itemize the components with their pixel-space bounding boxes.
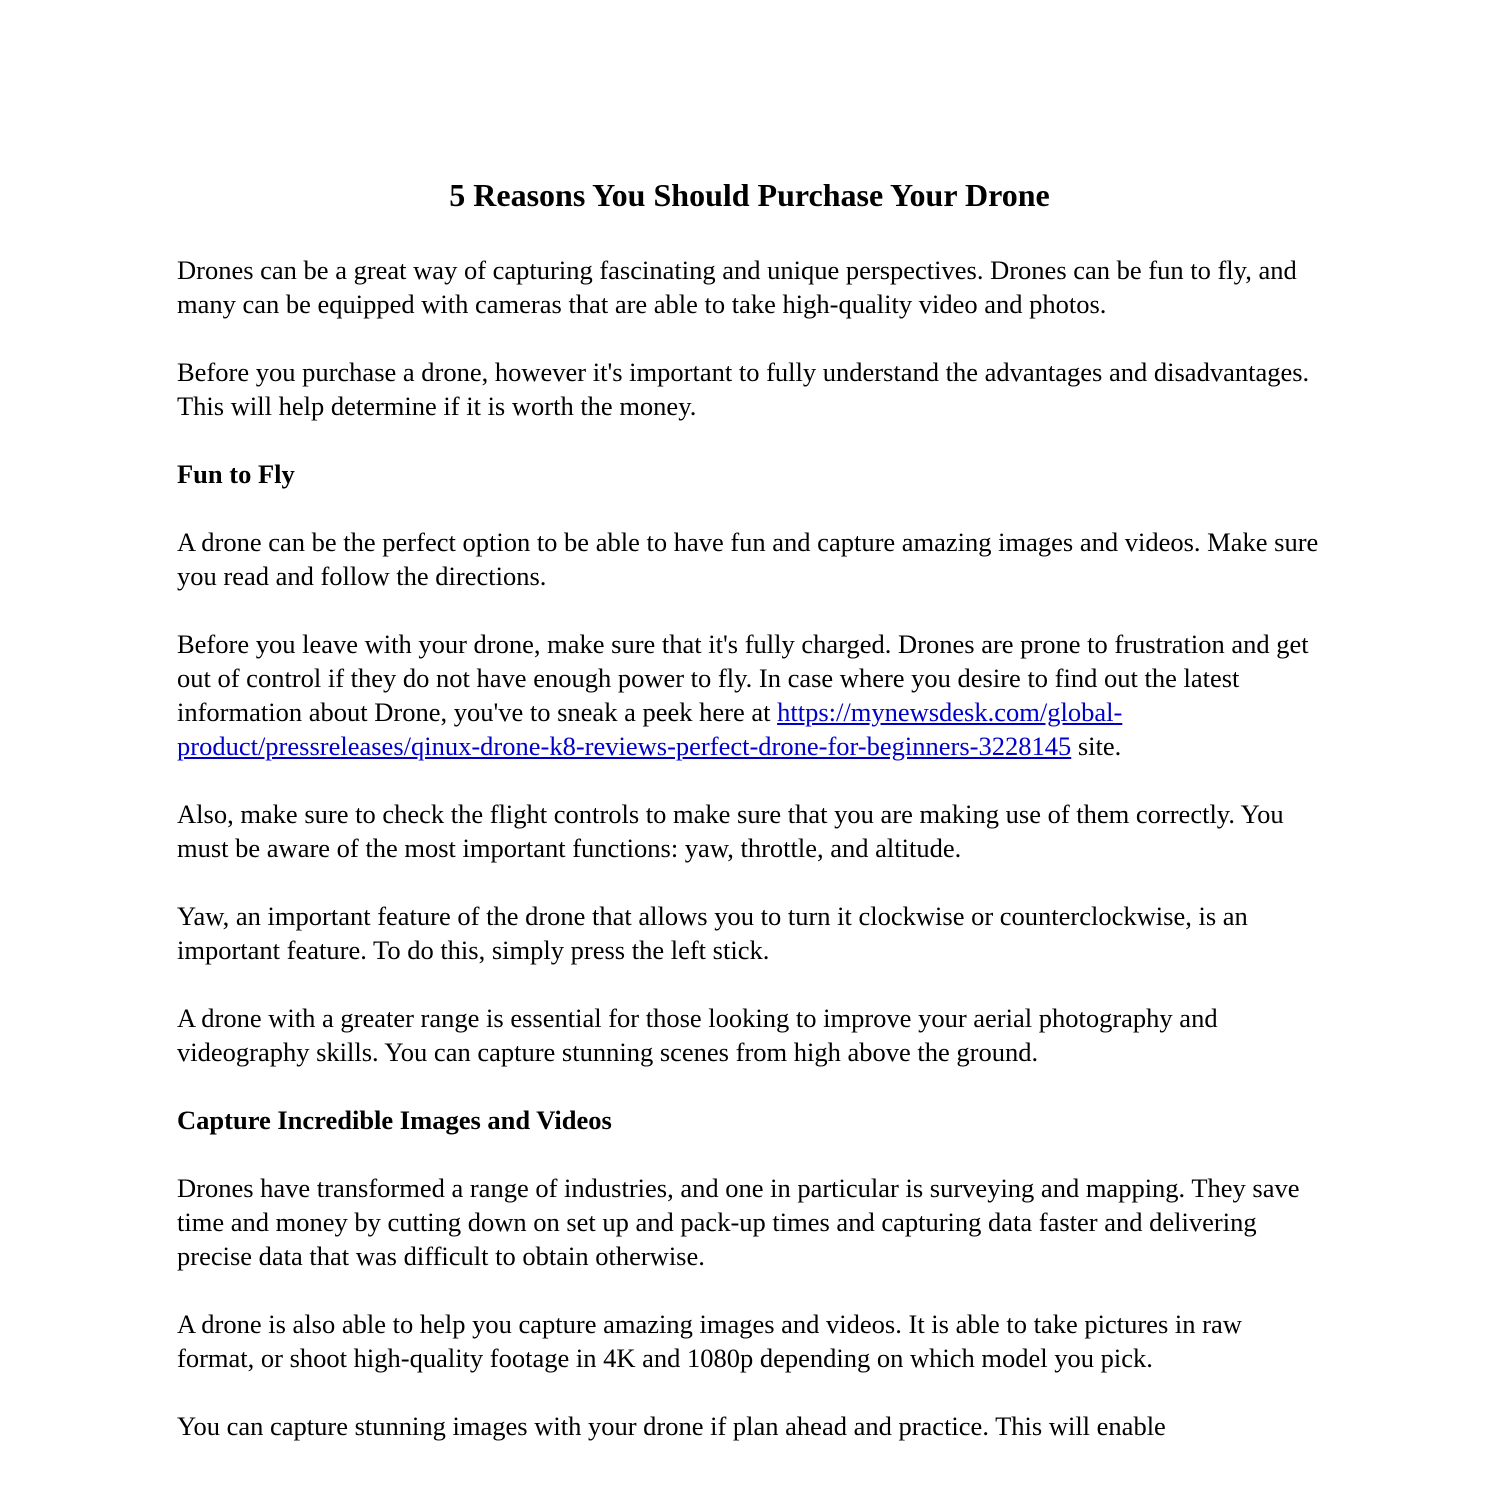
fun-to-fly-paragraph-5: A drone with a greater range is essential for those looking to improve your aerial photography and videography skills. You can capture stunning scenes from high above the ground.	[177, 1003, 1218, 1067]
fun-to-fly-paragraph-2	[177, 627, 1322, 763]
document-page	[177, 172, 1322, 1477]
intro-paragraph-1: Drones can be a great way of capturing fascinating and unique perspectives. Drones can be fun to fly, and many can be equipped with cameras that are able to take high-quality video and photos.	[177, 255, 1297, 319]
document-title: 5 Reasons You Should Purchase Your Drone	[449, 177, 1050, 213]
mynewsdesk-link[interactable]: https://mynewsdesk.com/global-product/pressreleases/qinux-drone-k8-reviews-perfect-drone-for-beginners-3228145	[177, 697, 1123, 761]
paragraph-text: site.	[1071, 731, 1122, 761]
capture-paragraph-1: Drones have transformed a range of industries, and one in particular is surveying and mapping. They save time and money by cutting down on set up and pack-up times and capturing data faster and delivering precise data that was difficult to obtain otherwise.	[177, 1173, 1300, 1271]
paragraph-text: Before you leave with your drone, make sure that it's fully charged. Drones are prone to frustration and get out of control if they do not have enough power to fly. In case where you desire to find out the latest information about Drone, you've to sneak a peek here at	[177, 629, 1309, 727]
intro-paragraph-2: Before you purchase a drone, however it's important to fully understand the advantages and disadvantages. This will help determine if it is worth the money.	[177, 357, 1310, 421]
capture-paragraph-3: You can capture stunning images with your drone if plan ahead and practice. This will enable	[177, 1411, 1166, 1441]
section-heading-fun-to-fly: Fun to Fly	[177, 459, 295, 489]
capture-paragraph-2: A drone is also able to help you capture amazing images and videos. It is able to take pictures in raw format, or shoot high-quality footage in 4K and 1080p depending on which model you pick.	[177, 1309, 1242, 1373]
fun-to-fly-paragraph-3: Also, make sure to check the flight controls to make sure that you are making use of them correctly. You must be aware of the most important functions: yaw, throttle, and altitude.	[177, 799, 1284, 863]
section-heading-capture: Capture Incredible Images and Videos	[177, 1105, 612, 1135]
fun-to-fly-paragraph-1: A drone can be the perfect option to be able to have fun and capture amazing images and videos. Make sure you read and follow the directions.	[177, 527, 1319, 591]
fun-to-fly-paragraph-4: Yaw, an important feature of the drone that allows you to turn it clockwise or counterclockwise, is an important feature. To do this, simply press the left stick.	[177, 901, 1248, 965]
